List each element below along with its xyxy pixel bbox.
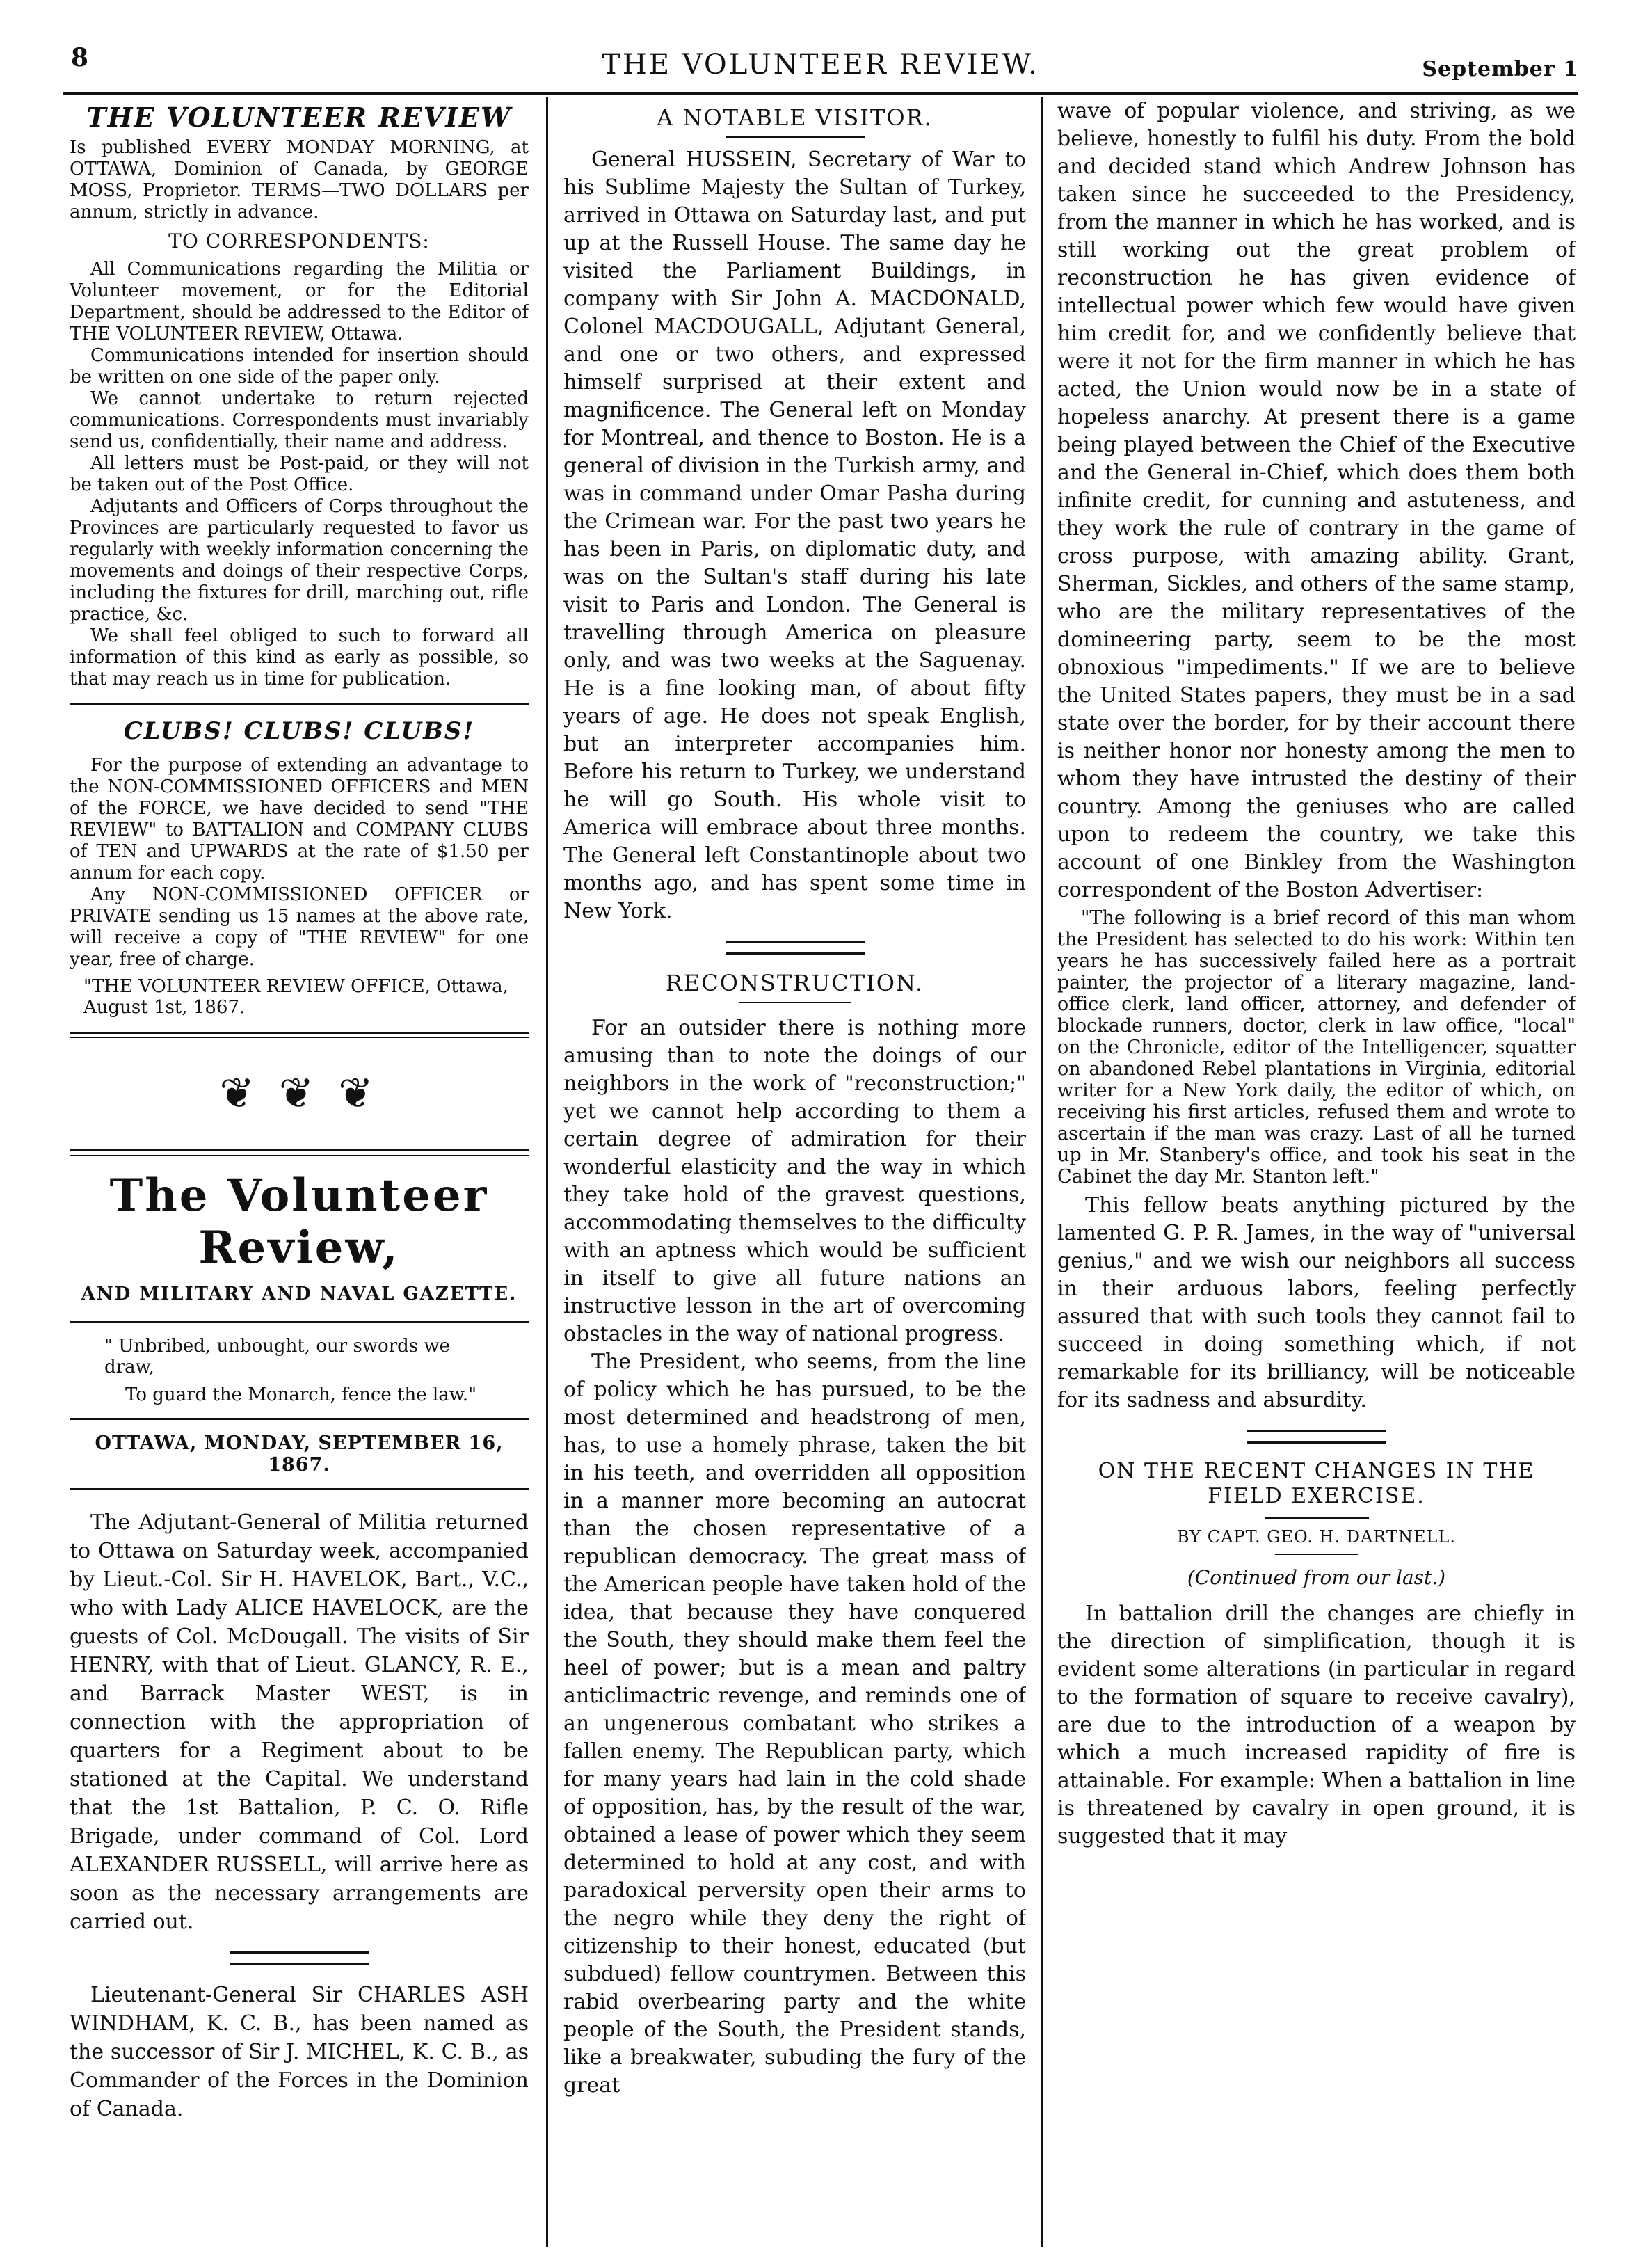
- corr-paragraph-4: All letters must be Post-paid, or they will not be taken out of the Post Office.: [70, 453, 529, 495]
- page-header: [63, 43, 1578, 92]
- reconstruction-heading: RECONSTRUCTION.: [665, 970, 924, 996]
- page-number: 8: [71, 43, 89, 72]
- separator: [70, 1032, 529, 1038]
- corr-paragraph-6: We shall feel obliged to such to forward all information of this kind as early as possible, so that may reach us in time for publication.: [70, 625, 529, 689]
- clubs-paragraph-2: Any NON-COMMISSIONED OFFICER or PRIVATE sending us 15 names at the above rate, will receive a copy of "THE REVIEW" for one year, free of charge.: [70, 884, 529, 970]
- lead-paragraph-2: Lieutenant-General Sir CHARLES ASH WINDHAM, K. C. B., has been named as the successor of Sir J. MICHEL, K. C. B., as Commander of the Forces in the Dominion of Canada.: [70, 1983, 529, 2121]
- column-rule-2: [1041, 97, 1043, 2247]
- reconstruction-paragraph-1: For an outsider there is nothing more amusing than to note the doings of our neighbors in the work of "reconstruction;" yet we cannot help according to them a certain degree of admiration for their wonderful elasticity and the way in which they take hold of the gravest questions, accommodating themselves to the difficulty with an aptness which would be sufficient in itself to give all future nations an instructive lesson in the art of overcoming obstacles in the way of national progress.: [563, 1016, 1026, 1346]
- column-1: [70, 97, 529, 2244]
- separator: [230, 1951, 369, 1965]
- corr-paragraph-1: All Communications regarding the Militia or Volunteer movement, or for the Editorial Department, should be addressed to the Editor of THE VOLUNTEER REVIEW, Ottawa.: [70, 259, 529, 344]
- motto-line-2: To guard the Monarch, fence the law.": [125, 1384, 477, 1405]
- masthead-title: The Volunteer Review,: [109, 1169, 489, 1274]
- header-rule: [63, 92, 1578, 95]
- byline: BY CAPT. GEO. H. DARTNELL.: [1177, 1527, 1456, 1547]
- correspondents-heading: TO CORRESPONDENTS:: [168, 230, 430, 253]
- separator: [70, 1149, 529, 1156]
- after-quote-paragraph: This fellow beats anything pictured by the lamented G. P. R. James, in the way of "universal genius," and we wish our neighbors all success in their arduous labors, feeling perfectly assured that with such tools they cannot fail to succeed in doing something which, if not remarkable for its brilliancy, will be noticeable for its sadness and absurdity.: [1057, 1193, 1576, 1412]
- lead-paragraph-1: The Adjutant-General of Militia returned to Ottawa on Saturday week, accompanied by Lieut.-Col. Sir H. HAVELOK, Bart., V.C., who with Lady ALICE HAVELOCK, are the guests of Col. McDougall. The visits of Sir HENRY, with that of Lieut. GLANCY, R. E., and Barrack Master WEST, is in connection with the appropriation of quarters for a Regiment about to be stationed at the Capital. We understand that the 1st Battalion, P. C. O. Rifle Brigade, under command of Col. Lord ALEXANDER RUSSELL, will arrive here as soon as the necessary arrangements are carried out.: [70, 1510, 529, 1934]
- separator: [70, 1321, 529, 1323]
- review-terms: Is published EVERY MONDAY MORNING, at OTTAWA, Dominion of Canada, by GEORGE MOSS, Proprietor. TERMS—TWO DOLLARS per annum, strictly in advance.: [70, 137, 529, 223]
- separator: [70, 1418, 529, 1420]
- corr-paragraph-3: We cannot undertake to return rejected communications. Correspondents must invariably send us, confidentially, their name and address.: [70, 388, 529, 452]
- continued-note: (Continued from our last.): [1187, 1566, 1446, 1589]
- corr-paragraph-2: Communications intended for insertion should be written on one side of the paper only.: [70, 345, 529, 388]
- separator: [70, 1488, 529, 1490]
- separator: [1265, 1517, 1369, 1519]
- running-date: September 1: [1422, 57, 1578, 81]
- continued-paragraph: wave of popular violence, and striving, as we believe, honestly to fulfil his duty. From the bold and decided stand which Andrew Johnson has taken since he succeeded to the Presidency, from the manner in which he has worked, and is still working out the great problem of reconstruction he has given evidence of intellectual power which few would have given him credit for, and we confidently believe that were it not for the firm manner in which he has acted, the Union would now be in a state of hopeless anarchy. At present there is a game being played between the Chief of the Executive and the General in-Chief, which does them both infinite credit, for cunning and astuteness, and they work the rule of contrary in the game of cross purpose, with amazing ability. Grant, Sherman, Sickles, and others of the same stamp, who are the military representatives of the domineering party, seem to be the most obnoxious "impediments." If we are to believe the United States papers, they must be in a sad state over the border, for by their account there is neither honor nor honesty among the men to whom they have intrusted the destiny of their country. Among the geniuses who are called upon to redeem the country, we take this account of one Binkley from the Washington correspondent of the Boston Advertiser:: [1057, 99, 1576, 902]
- motto-line-1: " Unbribed, unbought, our swords we draw,: [104, 1336, 451, 1377]
- separator: [726, 136, 865, 138]
- masthead-ornament: ❦ ❦ ❦: [219, 1069, 379, 1118]
- running-title: THE VOLUNTEER REVIEW.: [602, 49, 1039, 81]
- reconstruction-paragraph-2: The President, who seems, from the line of policy which he has pursued, to be the most determined and headstrong of men, has, to use a homely phrase, taken the bit in his teeth, and overridden all opposition in a manner more becoming an autocrat than the chosen representative of a republican democracy. The great mass of the American people have taken hold of the idea, that because they have conquered the South, they should make them feel the heel of power; but is a mean and paltry anticlimactric revenge, and reminds one of an ungenerous combatant who strikes a fallen enemy. The Republican party, which for many years had lain in the cold shade of opposition, has, by the result of the war, obtained a lease of power which they seem determined to hold at any cost, and with paradoxical perversity open their arms to the negro while they deny the right of citizenship to their honest, educated (but subdued) fellow countrymen. Between this rabid overbearing party and the white people of the South, the President stands, like a breakwater, subuding the fury of the great: [563, 1350, 1026, 2098]
- clubs-paragraph-1: For the purpose of extending an advantage to the NON-COMMISSIONED OFFICERS and MEN of the FORCE, we have decided to send "THE REVIEW" to BATTALION and COMPANY CLUBS of TEN and UPWARDS at the rate of $1.50 per annum for each copy.: [70, 755, 529, 884]
- separator: [1275, 1554, 1358, 1555]
- masthead-subtitle: AND MILITARY AND NAVAL GAZETTE.: [81, 1284, 518, 1304]
- dateline: OTTAWA, MONDAY, SEPTEMBER 16, 1867.: [95, 1432, 504, 1476]
- corr-paragraph-5: Adjutants and Officers of Corps throughout the Provinces are particularly requested to favor us regularly with weekly information concerning the movements and doings of their respective Corps, including the fixtures for drill, marching out, rifle practice, &c.: [70, 496, 529, 625]
- separator: [726, 941, 865, 955]
- field-exercise-paragraph: In battalion drill the changes are chiefly in the direction of simplification, though it is evident some alterations (in particular in regard to the formation of square to receive cavalry), are due to the introduction of a weapon by which a much increased rapidity of fire is attainable. For example: When a battalion in line is threatened by cavalry in open ground, it is suggested that it may: [1057, 1602, 1576, 1848]
- separator: [70, 703, 529, 705]
- office-signature: "THE VOLUNTEER REVIEW OFFICE, Ottawa, August 1st, 1867.: [83, 976, 508, 1018]
- binkley-quote: "The following is a brief record of this man whom the President has selected to do his work: Within ten years he has successively failed here as a portrait painter, the projector of a literary magazine, land-office clerk, land officer, attorney, and defender of blockade runners, doctor, clerk in law office, "local" on the Chronicle, editor of the Intelligencer, squatter on abandoned Rebel plantations in Virginia, editorial writer for a New York daily, the editor of which, on receiving his first articles, refused them and wrote to ascertain if the man was crazy. Last of all he turned up in Mr. Stanbery's office, and took his seat in the Cabinet the day Mr. Stanton left.": [1057, 907, 1576, 1188]
- field-exercise-heading: ON THE RECENT CHANGES IN THE FIELD EXERCISE.: [1098, 1459, 1535, 1508]
- visitor-paragraph: General HUSSEIN, Secretary of War to his Sublime Majesty the Sultan of Turkey, arrived in Ottawa on Saturday last, and put up at the Russell House. The same day he visited the Parliament Buildings, in company with Sir John A. MACDONALD, Colonel MACDOUGALL, Adjutant General, and one or two others, and expressed himself surprised at their extent and magnificence. The General left on Monday for Montreal, and thence to Boston. He is a general of division in the Turkish army, and was in command under Omar Pasha during the Crimean war. For the past two years he has been in Paris, on diplomatic duty, and was on the Sultan's staff during his late visit to Paris and London. The General is travelling through America on pleasure only, and was two weeks at the Saguenay. He is a fine looking man, of about fifty years of age. He does not speak English, but an interpreter accompanies him. Before his return to Turkey, we understand he will go South. His whole visit to America will embrace about three months. The General left Constantinople about two months ago, and has spent some time in New York.: [563, 147, 1026, 923]
- column-rule-1: [546, 97, 548, 2247]
- separator: [739, 1002, 851, 1003]
- column-2: [563, 97, 1026, 2244]
- review-heading: THE VOLUNTEER REVIEW: [86, 102, 512, 133]
- separator: [1247, 1430, 1386, 1444]
- visitor-heading: A NOTABLE VISITOR.: [657, 104, 933, 131]
- clubs-heading: CLUBS! CLUBS! CLUBS!: [123, 717, 475, 745]
- column-3: [1057, 97, 1576, 2244]
